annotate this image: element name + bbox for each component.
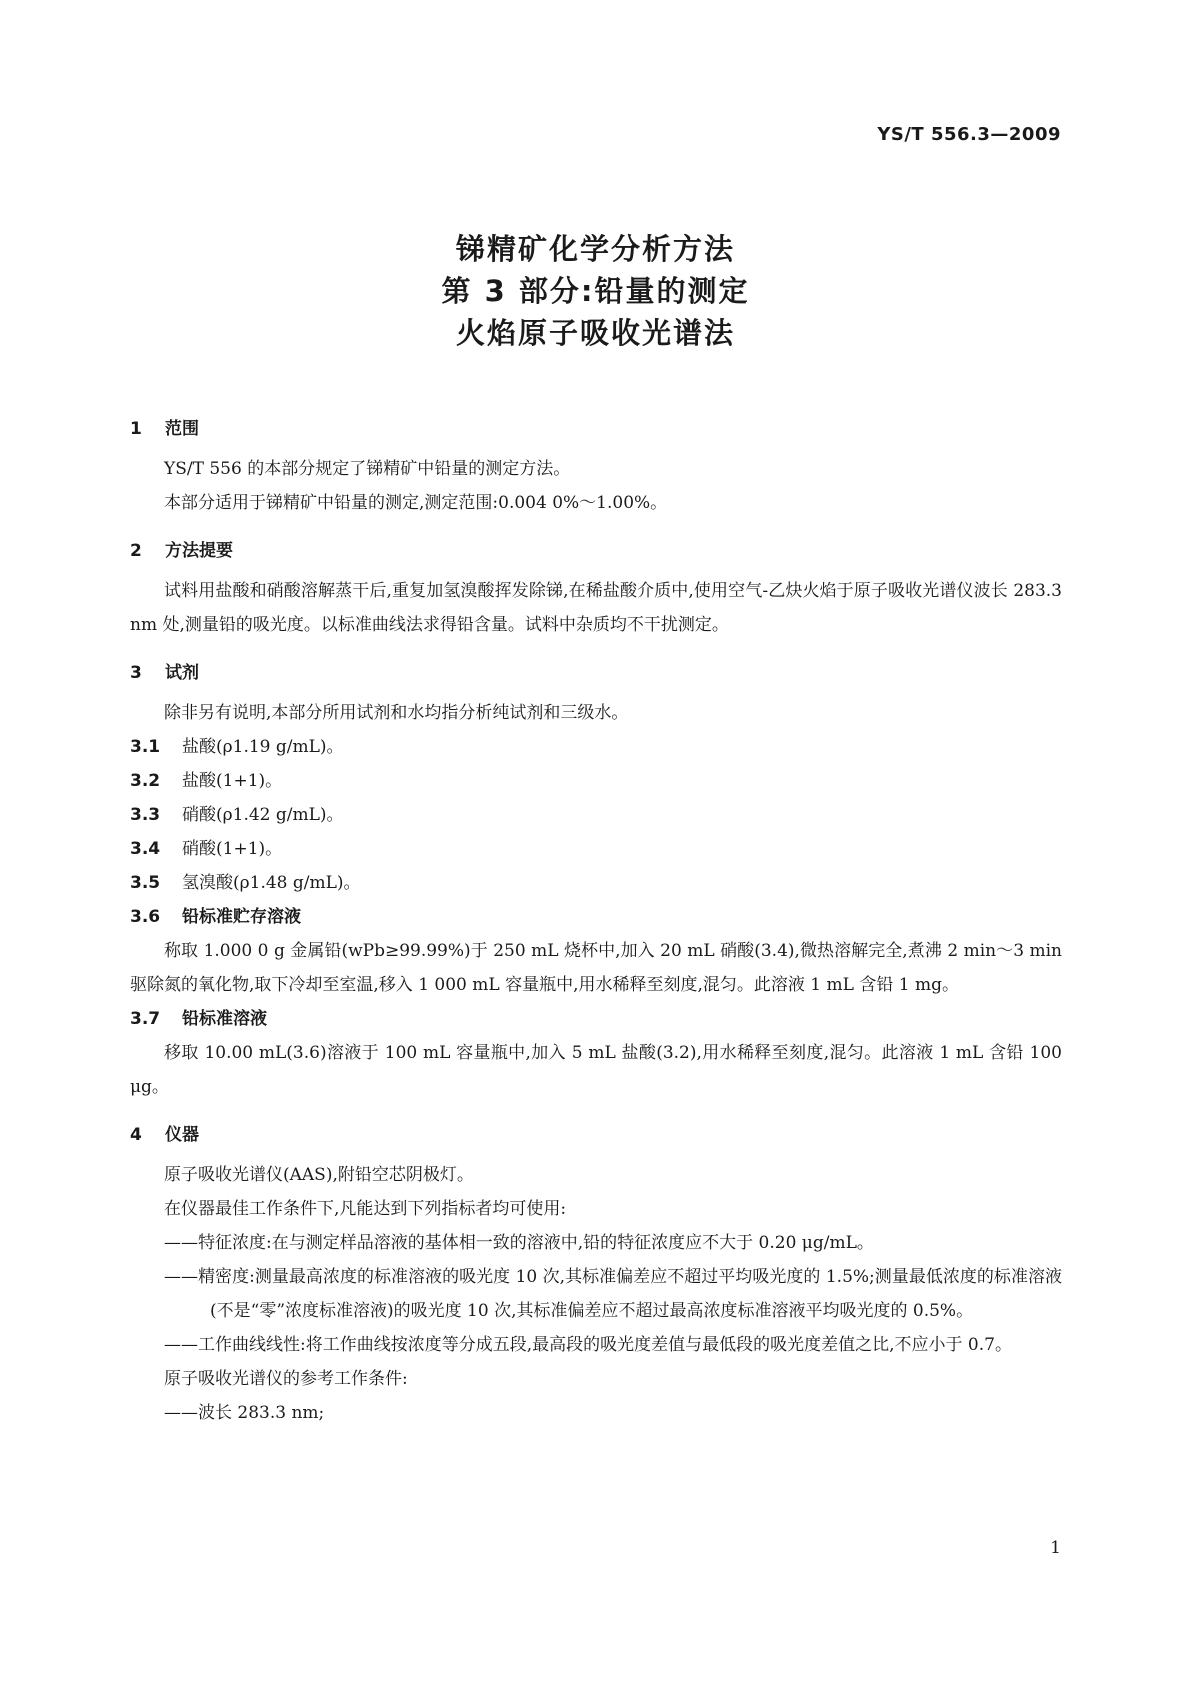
section-title: 范围 xyxy=(165,419,199,439)
document-body xyxy=(130,412,1062,1430)
item-text: 氢溴酸(ρ1.48 g/mL)。 xyxy=(182,873,361,893)
standard-code: YS/T 556.3—2009 xyxy=(877,124,1061,145)
list-item xyxy=(130,798,1062,832)
list-item xyxy=(130,730,1062,764)
section-heading-principle xyxy=(130,534,1062,568)
dash-list-item: ——精密度:测量最高浓度的标准溶液的吸光度 10 次,其标准偏差应不超过平均吸光度的 1.5%;测量最低浓度的标准溶液(不是“零”浓度标准溶液)的吸光度 10 次,其标准偏差应不超过最高浓度标准溶液平均吸光度的 0.5%。 xyxy=(164,1267,1062,1321)
item-number: 3.2 xyxy=(130,771,161,791)
paragraph: 移取 10.00 mL(3.6)溶液于 100 mL 容量瓶中,加入 5 mL 盐酸(3.2),用水稀释至刻度,混匀。此溶液 1 mL 含铅 100 μg。 xyxy=(130,1043,1062,1097)
dash-list-item: ——波长 283.3 nm; xyxy=(164,1403,325,1423)
title-line-1: 锑精矿化学分析方法 xyxy=(455,232,735,266)
section-number: 4 xyxy=(130,1125,142,1145)
title-line-2: 第 3 部分:铅量的测定 xyxy=(441,274,750,308)
list-item xyxy=(130,866,1062,900)
paragraph: 试料用盐酸和硝酸溶解蒸干后,重复加氢溴酸挥发除锑,在稀盐酸介质中,使用空气-乙炔火焰于原子吸收光谱仪波长 283.3 nm 处,测量铅的吸光度。以标准曲线法求得铅含量。试料中杂质均不干扰测定。 xyxy=(130,581,1062,635)
section-title: 方法提要 xyxy=(165,541,233,561)
item-text: 硝酸(ρ1.42 g/mL)。 xyxy=(182,805,344,825)
item-number: 3.1 xyxy=(130,737,161,757)
list-item xyxy=(130,764,1062,798)
item-number: 3.3 xyxy=(130,805,161,825)
section-heading-apparatus xyxy=(130,1118,1062,1152)
paragraph: 本部分适用于锑精矿中铅量的测定,测定范围:0.004 0%～1.00%。 xyxy=(164,493,668,513)
section-number: 2 xyxy=(130,541,142,561)
section-title: 试剂 xyxy=(165,663,199,683)
list-item xyxy=(130,900,1062,934)
paragraph: YS/T 556 的本部分规定了锑精矿中铅量的测定方法。 xyxy=(164,459,571,479)
item-number: 3.5 xyxy=(130,873,161,893)
section-number: 3 xyxy=(130,663,142,683)
title-line-3: 火焰原子吸收光谱法 xyxy=(455,316,735,350)
document-title xyxy=(0,228,1191,354)
paragraph: 原子吸收光谱仪的参考工作条件: xyxy=(164,1369,408,1389)
item-number: 3.7 xyxy=(130,1009,161,1029)
item-number: 3.4 xyxy=(130,839,161,859)
item-title: 铅标准贮存溶液 xyxy=(182,907,301,927)
item-title: 铅标准溶液 xyxy=(182,1009,267,1029)
paragraph: 在仪器最佳工作条件下,凡能达到下列指标者均可使用: xyxy=(164,1199,567,1219)
item-text: 盐酸(1+1)。 xyxy=(182,771,283,791)
paragraph: 原子吸收光谱仪(AAS),附铅空芯阴极灯。 xyxy=(164,1165,474,1185)
list-item xyxy=(130,832,1062,866)
paragraph: 除非另有说明,本部分所用试剂和水均指分析纯试剂和三级水。 xyxy=(164,703,629,723)
paragraph: 称取 1.000 0 g 金属铅(wPb≥99.99%)于 250 mL 烧杯中,加入 20 mL 硝酸(3.4),微热溶解完全,煮沸 2 min～3 min 驱除氮的氧化物,取下冷却至室温,移入 1 000 mL 容量瓶中,用水稀释至刻度,混匀。此溶液 1 mL 含铅 1 mg。 xyxy=(130,941,1062,995)
section-heading-reagents xyxy=(130,656,1062,690)
section-heading-scope xyxy=(130,412,1062,446)
item-text: 硝酸(1+1)。 xyxy=(182,839,283,859)
page-number: 1 xyxy=(1050,1538,1061,1558)
list-item xyxy=(130,1002,1062,1036)
item-number: 3.6 xyxy=(130,907,161,927)
section-number: 1 xyxy=(130,419,142,439)
dash-list-item: ——特征浓度:在与测定样品溶液的基体相一致的溶液中,铅的特征浓度应不大于 0.20 μg/mL。 xyxy=(164,1233,874,1253)
section-title: 仪器 xyxy=(165,1125,199,1145)
item-text: 盐酸(ρ1.19 g/mL)。 xyxy=(182,737,344,757)
dash-list-item: ——工作曲线线性:将工作曲线按浓度等分成五段,最高段的吸光度差值与最低段的吸光度差值之比,不应小于 0.7。 xyxy=(164,1335,1012,1355)
